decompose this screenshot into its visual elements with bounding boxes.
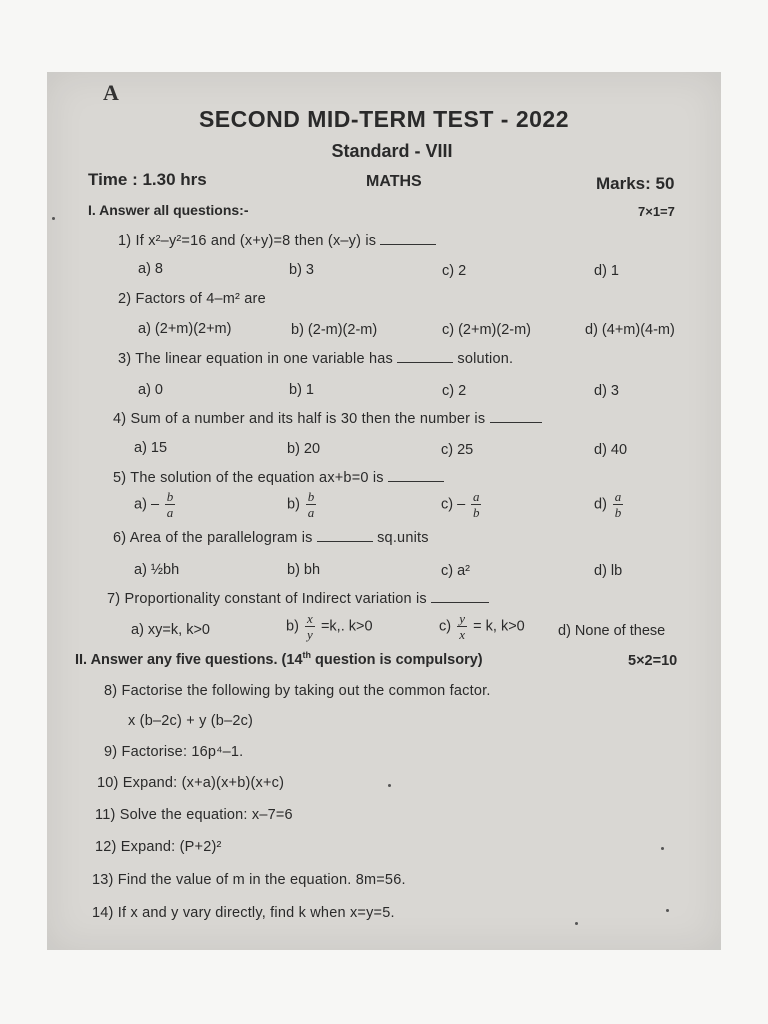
q6-option-d: d) lb xyxy=(594,563,623,579)
section-two-marks: 5×2=10 xyxy=(628,653,678,669)
fraction: $\frac{a}{b}$ xyxy=(472,489,480,520)
question-3 xyxy=(118,351,513,367)
question-12: 12) Expand: (P+2)² xyxy=(95,839,222,855)
question-2: 2) Factors of 4–m² are xyxy=(118,291,266,307)
q3-option-a: a) 0 xyxy=(138,382,163,398)
q6-option-a: a) ½bh xyxy=(134,562,180,578)
question-6 xyxy=(113,530,429,546)
question-1-text: 1) If x²–y²=16 and (x+y)=8 then (x–y) is xyxy=(118,233,377,249)
section-two-heading: II. Answer any five questions. (14th question is compulsory) xyxy=(75,650,483,668)
question-7 xyxy=(107,591,489,607)
question-6-text: 6) Area of the parallelogram is xyxy=(113,530,313,546)
paper-speck xyxy=(661,847,664,850)
question-3-text: 3) The linear equation in one variable has xyxy=(118,351,393,367)
fraction: $\frac{y}{x}$ xyxy=(457,612,467,641)
q7-option-a: a) xy=k, k>0 xyxy=(131,622,210,638)
fraction: $\frac{b}{a}$ xyxy=(166,489,174,520)
q4-option-c: c) 25 xyxy=(441,442,474,458)
q2-option-b: b) (2-m)(2-m) xyxy=(291,322,378,338)
question-11: 11) Solve the equation: x–7=6 xyxy=(95,807,293,823)
question-4-text: 4) Sum of a number and its half is 30 then the number is xyxy=(113,411,486,427)
q2-option-c: c) (2+m)(2-m) xyxy=(442,322,532,338)
answer-blank xyxy=(490,412,542,423)
answer-blank xyxy=(317,531,373,542)
subject-label: MATHS xyxy=(366,173,422,190)
page-title: SECOND MID-TERM TEST - 2022 xyxy=(198,106,570,132)
paper-speck xyxy=(52,217,55,220)
fraction: $\frac{a}{b}$ xyxy=(614,489,622,520)
q5-option-c: c) – $\frac{a}{b}$ xyxy=(441,489,480,520)
q7-option-c: c) $\frac{y}{x}$ = k, k>0 xyxy=(439,611,525,642)
q2-option-a: a) (2+m)(2+m) xyxy=(138,321,232,337)
question-9: 9) Factorise: 16p⁴–1. xyxy=(104,744,244,760)
q3-option-c: c) 2 xyxy=(442,383,467,399)
paper-speck xyxy=(666,909,669,912)
q1-option-a: a) 8 xyxy=(138,261,163,277)
answer-blank xyxy=(431,592,489,603)
q6-option-b: b) bh xyxy=(287,562,321,578)
question-5 xyxy=(113,470,444,486)
q5-option-a: a) – $\frac{b}{a}$ xyxy=(134,489,174,520)
fraction: $\frac{x}{y}$ xyxy=(305,612,315,641)
question-13: 13) Find the value of m in the equation. 8m=56. xyxy=(92,872,406,888)
q7-option-d: d) None of these xyxy=(558,623,666,639)
q4-option-d: d) 40 xyxy=(594,442,628,458)
question-14: 14) If x and y vary directly, find k when x=y=5. xyxy=(92,905,395,921)
answer-blank xyxy=(380,234,436,245)
marks-label: Marks: 50 xyxy=(596,174,675,193)
q3-option-d: d) 3 xyxy=(594,383,619,399)
series-letter: A xyxy=(103,80,119,105)
q5-option-b: b) $\frac{b}{a}$ xyxy=(287,489,315,520)
q5-option-d: d) $\frac{a}{b}$ xyxy=(594,489,622,520)
question-6-text-end: sq.units xyxy=(377,530,429,546)
fraction: $\frac{b}{a}$ xyxy=(307,489,315,520)
question-7-text: 7) Proportionality constant of Indirect variation is xyxy=(107,591,427,607)
question-1 xyxy=(118,233,436,249)
question-8-expression: x (b–2c) + y (b–2c) xyxy=(128,713,254,729)
q7-option-b: b) $\frac{x}{y}$ =k,. k>0 xyxy=(286,611,373,642)
answer-blank xyxy=(397,352,453,363)
time-label: Time : 1.30 hrs xyxy=(88,170,207,189)
q1-option-b: b) 3 xyxy=(289,262,314,278)
question-10: 10) Expand: (x+a)(x+b)(x+c) xyxy=(97,775,285,791)
q4-option-b: b) 20 xyxy=(287,441,321,457)
q1-option-d: d) 1 xyxy=(594,263,619,279)
question-5-text: 5) The solution of the equation ax+b=0 is xyxy=(113,470,384,486)
section-one-marks: 7×1=7 xyxy=(638,204,675,219)
q6-option-c: c) a² xyxy=(441,563,470,579)
paper-speck xyxy=(388,784,391,787)
standard-subtitle: Standard - VIII xyxy=(331,141,453,161)
question-4 xyxy=(113,411,542,427)
question-3-text-end: solution. xyxy=(457,351,514,367)
answer-blank xyxy=(388,471,444,482)
section-one-heading: I. Answer all questions:- xyxy=(88,202,249,218)
question-8: 8) Factorise the following by taking out the common factor. xyxy=(104,683,491,699)
q2-option-d: d) (4+m)(4-m) xyxy=(585,322,675,338)
q3-option-b: b) 1 xyxy=(289,382,314,398)
q1-option-c: c) 2 xyxy=(442,263,467,279)
paper-speck xyxy=(575,922,578,925)
q4-option-a: a) 15 xyxy=(134,440,168,456)
